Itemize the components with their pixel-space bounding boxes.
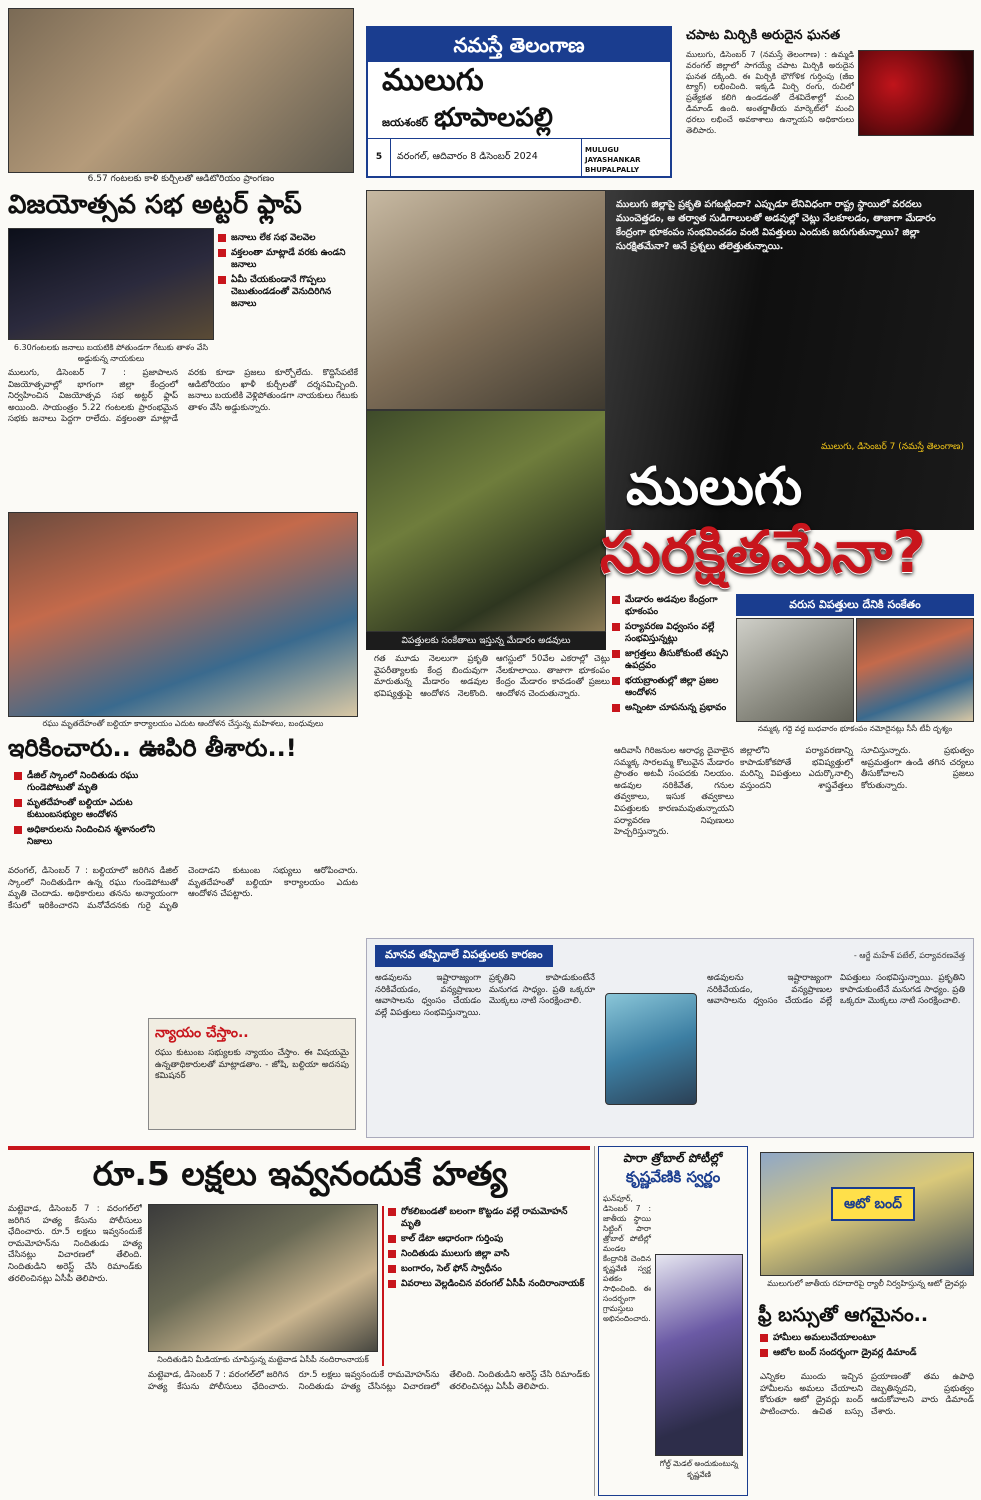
- murder-story-cont: మట్టెవాడ, డిసెంబర్ 7 : వరంగల్‌లో జరిగిన హత్య కేసును పోలీసులు ఛేదించారు. రూ.5 లక్షలు ఇవ్వనందుకే రామమోహన్‌ను నిందితుడు హత్య చేసినట్లు విచారణలో తేలింది. నిందితుడిని అరెస్ట్ చేసి రిమాండ్‌కు తరలించినట్లు ఏసీపీ తెలిపారు.: [148, 1370, 590, 1392]
- bullet-item: కాల్ డేటా ఆధారంగా గుర్తింపు: [388, 1233, 590, 1245]
- feature-bullets: [612, 594, 730, 744]
- police-photo-caption: నిందితుడిని మీడియాకు చూపిస్తున్న మట్టెవాడ ఏసీపీ నందిరాంనాయక్: [157, 1355, 369, 1364]
- bullet-item: జాగ్రత్తలు తీసుకోకుంటే తప్పని ఉపద్రవం: [612, 648, 730, 672]
- auto-rally-photo: [760, 1152, 974, 1276]
- bullet-item: అన్నింటా చూపనున్న ప్రభావం: [612, 702, 730, 714]
- bottom-divider: [8, 1146, 590, 1150]
- murder-bullets: [382, 1206, 590, 1366]
- sport-photo-caption: గోల్డ్ మెడల్ అందుకుంటున్న కృష్ణవేణి: [659, 1459, 739, 1479]
- protest-photo-caption: రఘు మృతదేహంతో బల్దియా కార్యాలయం ఎదుట ఆందోళన చేస్తున్న మహిళలు, బంధువులు: [42, 719, 324, 728]
- masthead-info-row: [368, 138, 670, 177]
- bullet-item: అధికారులను నిందించిన శ్మశానంలోని నిజాలు: [14, 824, 164, 848]
- chili-photo: [858, 50, 974, 136]
- quote-title: న్యాయం చేస్తాం..: [155, 1025, 249, 1041]
- bullet-item: నిందితుడు ములుగు జిల్లా వాసి: [388, 1248, 590, 1260]
- bullet-item: హామీలు అమలుచేయాలంటూ: [760, 1332, 974, 1344]
- murder-headline: రూ.5 లక్షలు ఇవ్వనందుకే హత్య: [92, 1154, 508, 1193]
- feature-story-c: జిల్లాలోని పర్యావరణాన్ని కాపాడుకోకపోతే భవిష్యత్తులో మరిన్ని విపత్తులు ఎదుర్కొనాల్సి వస్తుందని శాస్త్రవేత్తలు సూచిస్తున్నారు. ప్రభుత్వం అప్రమత్తంగా ఉండి తగిన చర్యలు తీసుకోవాలని ప్రజలు కోరుతున్నారు.: [740, 746, 974, 791]
- feature-headline-2: సురక్షితమేనా?: [600, 518, 926, 586]
- quote-text: రఘు కుటుంబ సభ్యులకు న్యాయం చేస్తాం. ఈ విషయమై ఉన్నతాధికారులతో మాట్లాడతాం. - జోషి, బల్దియా అదనపు కమిషనర్: [155, 1048, 349, 1082]
- bullet-item: వివరాలు వెల్లడించిన వరంగల్ ఏసీపీ నందిరాంనాయక్: [388, 1278, 590, 1290]
- masthead-english: [581, 139, 670, 177]
- auditorium-photo: [8, 8, 354, 173]
- masthead-brand: నమస్తే తెలంగాణ: [368, 28, 670, 62]
- sport-text: ఘన్‌పూర్, డిసెంబర్ 7 : జాతీయ స్థాయి సిట్టింగ్ పారా త్రోబాల్ పోటీల్లో మండల కేంద్రానికి చెందిన కృష్ణవేణి స్వర్ణ పతకం సాధించింది. ఈ సందర్భంగా గ్రామస్తులు అభినందించారు.: [603, 1194, 651, 1323]
- auto-headline: ఫ్రీ బస్సుతో ఆగమైనం..: [758, 1304, 929, 1326]
- human-error-text: అడవులను ఇష్టారాజ్యంగా నరికివేయడం, వన్యప్రాణుల ఆవాసాలను ధ్వంసం చేయడం వల్లే విపత్తులు సంభవిస్తున్నాయి. ప్రకృతిని కాపాడుకుంటేనే మనుగడ సాధ్యం. ప్రతి ఒక్కరూ మొక్కలు నాటి సంరక్షించాలి.: [375, 973, 595, 1018]
- feature-headline-1: ములుగు: [626, 457, 803, 517]
- headline-victory-meeting: విజయోత్సవ సభ అట్టర్ ఫ్లాప్: [8, 190, 302, 220]
- feature-story-a: గత మూడు నెలలుగా ప్రకృతి వైపరీత్యాలకు కేంద్ర బిందువుగా మారుతున్న మేడారం అడవుల భవిష్యత్తుపై ఆందోళన నెలకొంది. ఆగస్టులో 50వేల ఎకరాల్లో చెట్లు నేలకూలాయి. తాజాగా భూకంపం కేంద్రం మేడారం కావడంతో ప్రజలు ఆందోళన చెందుతున్నారు.: [374, 654, 610, 699]
- bullet-item: రోకలిబండతో బలంగా కొట్టడం వల్లే రామమోహన్ మృతి: [388, 1206, 590, 1230]
- feature-story-b: ఆదివాసీ గిరిజనుల ఆరాధ్య దైవాలైన సమ్మక్క సారలమ్మ కొలువైన మేడారం ప్రాంతం అటవీ సంపదకు నిలయం. అడవుల నరికివేత, గనుల తవ్వకాలు, ఇసుక తవ్వకాలు విపత్తులకు కారణమవుతున్నాయని పర్యావరణ నిపుణులు హెచ్చరిస్తున్నారు.: [614, 746, 734, 838]
- quote-box: [148, 1018, 356, 1130]
- masthead-district-row: [368, 100, 670, 138]
- gate-locked-photo: [8, 228, 214, 340]
- murder-story-left: మట్టెవాడ, డిసెంబర్ 7 : వరంగల్‌లో జరిగిన హత్య కేసును పోలీసులు ఛేదించారు. రూ.5 లక్షలు ఇవ్వనందుకే రామమోహన్‌ను నిందితుడు హత్య చేసినట్లు విచారణలో తేలింది. నిందితుడిని అరెస్ట్ చేసి రిమాండ్‌కు తరలించినట్లు ఏసీపీ తెలిపారు.: [8, 1204, 142, 1284]
- masthead-district: భూపాలపల్లి: [434, 103, 553, 133]
- human-error-header: [375, 945, 965, 967]
- feature-intro: ములుగు జిల్లాపై ప్రకృతి పగబట్టిందా? ఎప్పుడూ లేనివిధంగా రాష్ట్ర స్థాయిలో వరదలు ముంచెత్తడం, ఆ తర్వాత సుడిగాలులతో అడవుల్లో చెట్లు నేలకూలడం, తాజాగా మేడారం కేంద్రంగా భూకంపం సంభవించడం వంటి విపత్తులు ఎందుకు జరుగుతున్నాయి? జిల్లా సురక్షితమేనా? అనే ప్రశ్నలు తలెత్తుతున్నాయి.: [616, 199, 936, 252]
- auto-bullets: [760, 1332, 974, 1368]
- protest-photo: [8, 512, 358, 717]
- headline-framed: ఇరికించారు.. ఊపిరి తీశారు..!: [8, 734, 297, 762]
- sport-photo-wrap: [655, 1194, 743, 1484]
- chili-story: ములుగు, డిసెంబర్ 7 (నమస్తే తెలంగాణ) : ఉమ్మడి వరంగల్ జిల్లాలో సాగయ్యే చపాట మిర్చికి అరుదైన ఘనత దక్కింది. ఈ మిర్చికి భౌగోళిక గుర్తింపు (జీఐ ట్యాగ్) లభించింది. ఇక్కడి మిర్చి రంగు, రుచిలో ప్రత్యేకత కలిగి ఉండడంతో దేశవిదేశాల్లో మంచి డిమాండ్ ఉంది. అంతర్జాతీయ మార్కెట్‌లో మంచి ధరలు లభించే అవకాశాలు ఉన్నాయని అధికారులు తెలిపారు.: [686, 50, 854, 135]
- auto-story: ఎన్నికల ముందు ఇచ్చిన హామీలను అమలు చేయాలని కోరుతూ ఆటో డ్రైవర్లు బంద్ పాటించారు. ఉచిత బస్సు ప్రయాణంతో తమ ఉపాధి దెబ్బతిన్నదని, ప్రభుత్వం ఆదుకోవాలని వారు డిమాండ్ చేశారు.: [760, 1372, 974, 1417]
- masthead-english-2: JAYASHANKAR BHUPALPALLY: [585, 156, 641, 174]
- signal-box-title: [736, 594, 974, 616]
- sport-headline-1: పారా త్రోబాల్ పోటీల్లో: [623, 1151, 723, 1165]
- bullet-item: భయబ్రాంతుల్లో జిల్లా ప్రజల ఆందోళన: [612, 675, 730, 699]
- victory-meeting-story: ములుగు, డిసెంబర్ 7 : ప్రజాపాలన విజయోత్సవాల్లో భాగంగా జిల్లా కేంద్రంలో నిర్వహించిన విజయోత్సవ సభ అట్టర్ ఫ్లాప్ అయింది. సాయంత్రం 5.22 గంటలకు ప్రారంభమైన సభకు జనాలు పెద్దగా రాలేదు. వక్తలంతా మాట్లాడే వరకు కూడా ప్రజలు కూర్చోలేదు. కొద్దిసేపటికే ఆడిటోరియం ఖాళీ కుర్చీలతో దర్శనమిచ్చింది. జనాలు బయటికి వెళ్లిపోతుండగా నాయకులు గేటుకు తాళం వేసి అడ్డుకున్నారు.: [8, 368, 358, 425]
- police-press-photo: [148, 1204, 378, 1352]
- page-number: 5: [368, 139, 391, 177]
- feature-photo-caption-bar: [366, 632, 606, 650]
- auditorium-photo-caption: 6.57 గంటలకు కాళీ కుర్చీలతో ఆడిటోరియం ప్రాంగణం: [87, 174, 275, 184]
- cctv-photo-1: [736, 618, 854, 722]
- cctv-photo-caption: నమ్మక్క గద్దె వద్ద బుధవారం భూకంపం నమోదైనట్లు సీసీ టీవీ దృశ్యం: [757, 724, 953, 733]
- bullet-item: ఆటోల బంద్ సందర్భంగా డ్రైవర్ల డిమాండ్: [760, 1347, 974, 1359]
- bullet-item: మృతదేహంతో బల్దియా ఎదుట కుటుంబసభ్యుల ఆందోళన: [14, 797, 164, 821]
- human-error-title: మానవ తప్పిదాలే విపత్తులకు కారణం: [375, 945, 553, 967]
- bullet-item: మేడారం అడవుల కేంద్రంగా భూకంపం: [612, 594, 730, 618]
- feature-photo-caption: విపత్తులకు సంకేతాలు ఇస్తున్న మేడారం అడవులు: [401, 636, 571, 646]
- bullet-item: డీజిల్ స్కాంలో నిందితుడు రఘు గుండెపోటుతో మృతి: [14, 770, 164, 794]
- chili-headline: చపాట మిర్చికి అరుదైన ఘనత: [686, 28, 841, 43]
- human-error-text-cont: అడవులను ఇష్టారాజ్యంగా నరికివేయడం, వన్యప్రాణుల ఆవాసాలను ధ్వంసం చేయడం వల్లే విపత్తులు సంభవిస్తున్నాయి. ప్రకృతిని కాపాడుకుంటేనే మనుగడ సాధ్యం. ప్రతి ఒక్కరూ మొక్కలు నాటి సంరక్షించాలి.: [707, 973, 965, 1007]
- expert-photo: [605, 993, 697, 1105]
- diesel-scam-bullets: [14, 770, 164, 862]
- medal-photo: [655, 1254, 743, 1456]
- human-error-byline: - ఆర్జే మహేశ్ పటేల్, పర్యావరణవేత్త: [853, 950, 965, 960]
- bullet-item: జనాలు లేక సభ వెలవెల: [218, 232, 358, 244]
- fallen-trees-photo: [366, 410, 606, 632]
- sport-body: [603, 1194, 743, 1484]
- bullet-item: వక్తలంతా మాట్లాడే వరకు ఉండని జనాలు: [218, 247, 358, 271]
- gate-photo-caption: 6.30గంటలకు జనాలు బయటికి పోతుండగా గేటుకు తాళం వేసి అడ్డుకున్న నాయకులు: [13, 343, 209, 363]
- bullet-item: బంగారం, సెల్ ఫోన్ స్వాధీనం: [388, 1263, 590, 1275]
- auto-banner: ఆటో బంద్: [831, 1187, 915, 1221]
- masthead: [366, 26, 672, 178]
- masthead-english-1: MULUGU: [585, 146, 619, 154]
- bullet-item: పర్యావరణ విధ్వంసం వల్లే సంభవిస్తున్నట్లు: [612, 621, 730, 645]
- masthead-edition: ములుగు: [382, 63, 484, 98]
- victory-meeting-bullets: [218, 232, 358, 342]
- diesel-scam-story: వరంగల్, డిసెంబర్ 7 : బల్దియాలో జరిగిన డీజిల్ స్కాంలో నిందితుడిగా ఉన్న రఘు గుండెపోటుతో మృతి చెందాడు. అధికారులు తనను అన్యాయంగా కేసులో ఇరికించారని మనోవేదనకు గురై మృతి చెందాడని కుటుంబ సభ్యులు ఆరోపించారు. మృతదేహంతో బల్దియా కార్యాలయం ఎదుట ఆందోళన చేపట్టారు.: [8, 866, 358, 911]
- masthead-district-prefix: జయశంకర్: [382, 116, 429, 129]
- auto-photo-caption: ములుగులో జాతీయ రహదారిపై ర్యాలీ నిర్వహిస్తున్న ఆటో డ్రైవర్లు: [767, 1279, 967, 1288]
- human-error-body: [375, 973, 965, 1129]
- human-error-box: [366, 938, 974, 1138]
- column-rule: [594, 1146, 595, 1496]
- sport-box: [598, 1146, 748, 1496]
- bullet-item: ఏమీ చేయకుండానే గొప్పలు చెబుతుండడంతో వెనుదిరిగిన జనాలు: [218, 274, 358, 310]
- dateline: వరంగల్, ఆదివారం 8 డిసెంబర్ 2024: [397, 151, 538, 162]
- temple-photo: [366, 190, 606, 410]
- signal-box-title-text: వరుస విపత్తులు దేనికి సంకేతం: [789, 598, 921, 611]
- sport-headline-2: కృష్ణవేణికి స్వర్ణం: [625, 1168, 721, 1186]
- feature-tag: ములుగు, డిసెంబర్ 7 (నమస్తే తెలంగాణ): [820, 442, 964, 452]
- cctv-photo-2: [856, 618, 974, 722]
